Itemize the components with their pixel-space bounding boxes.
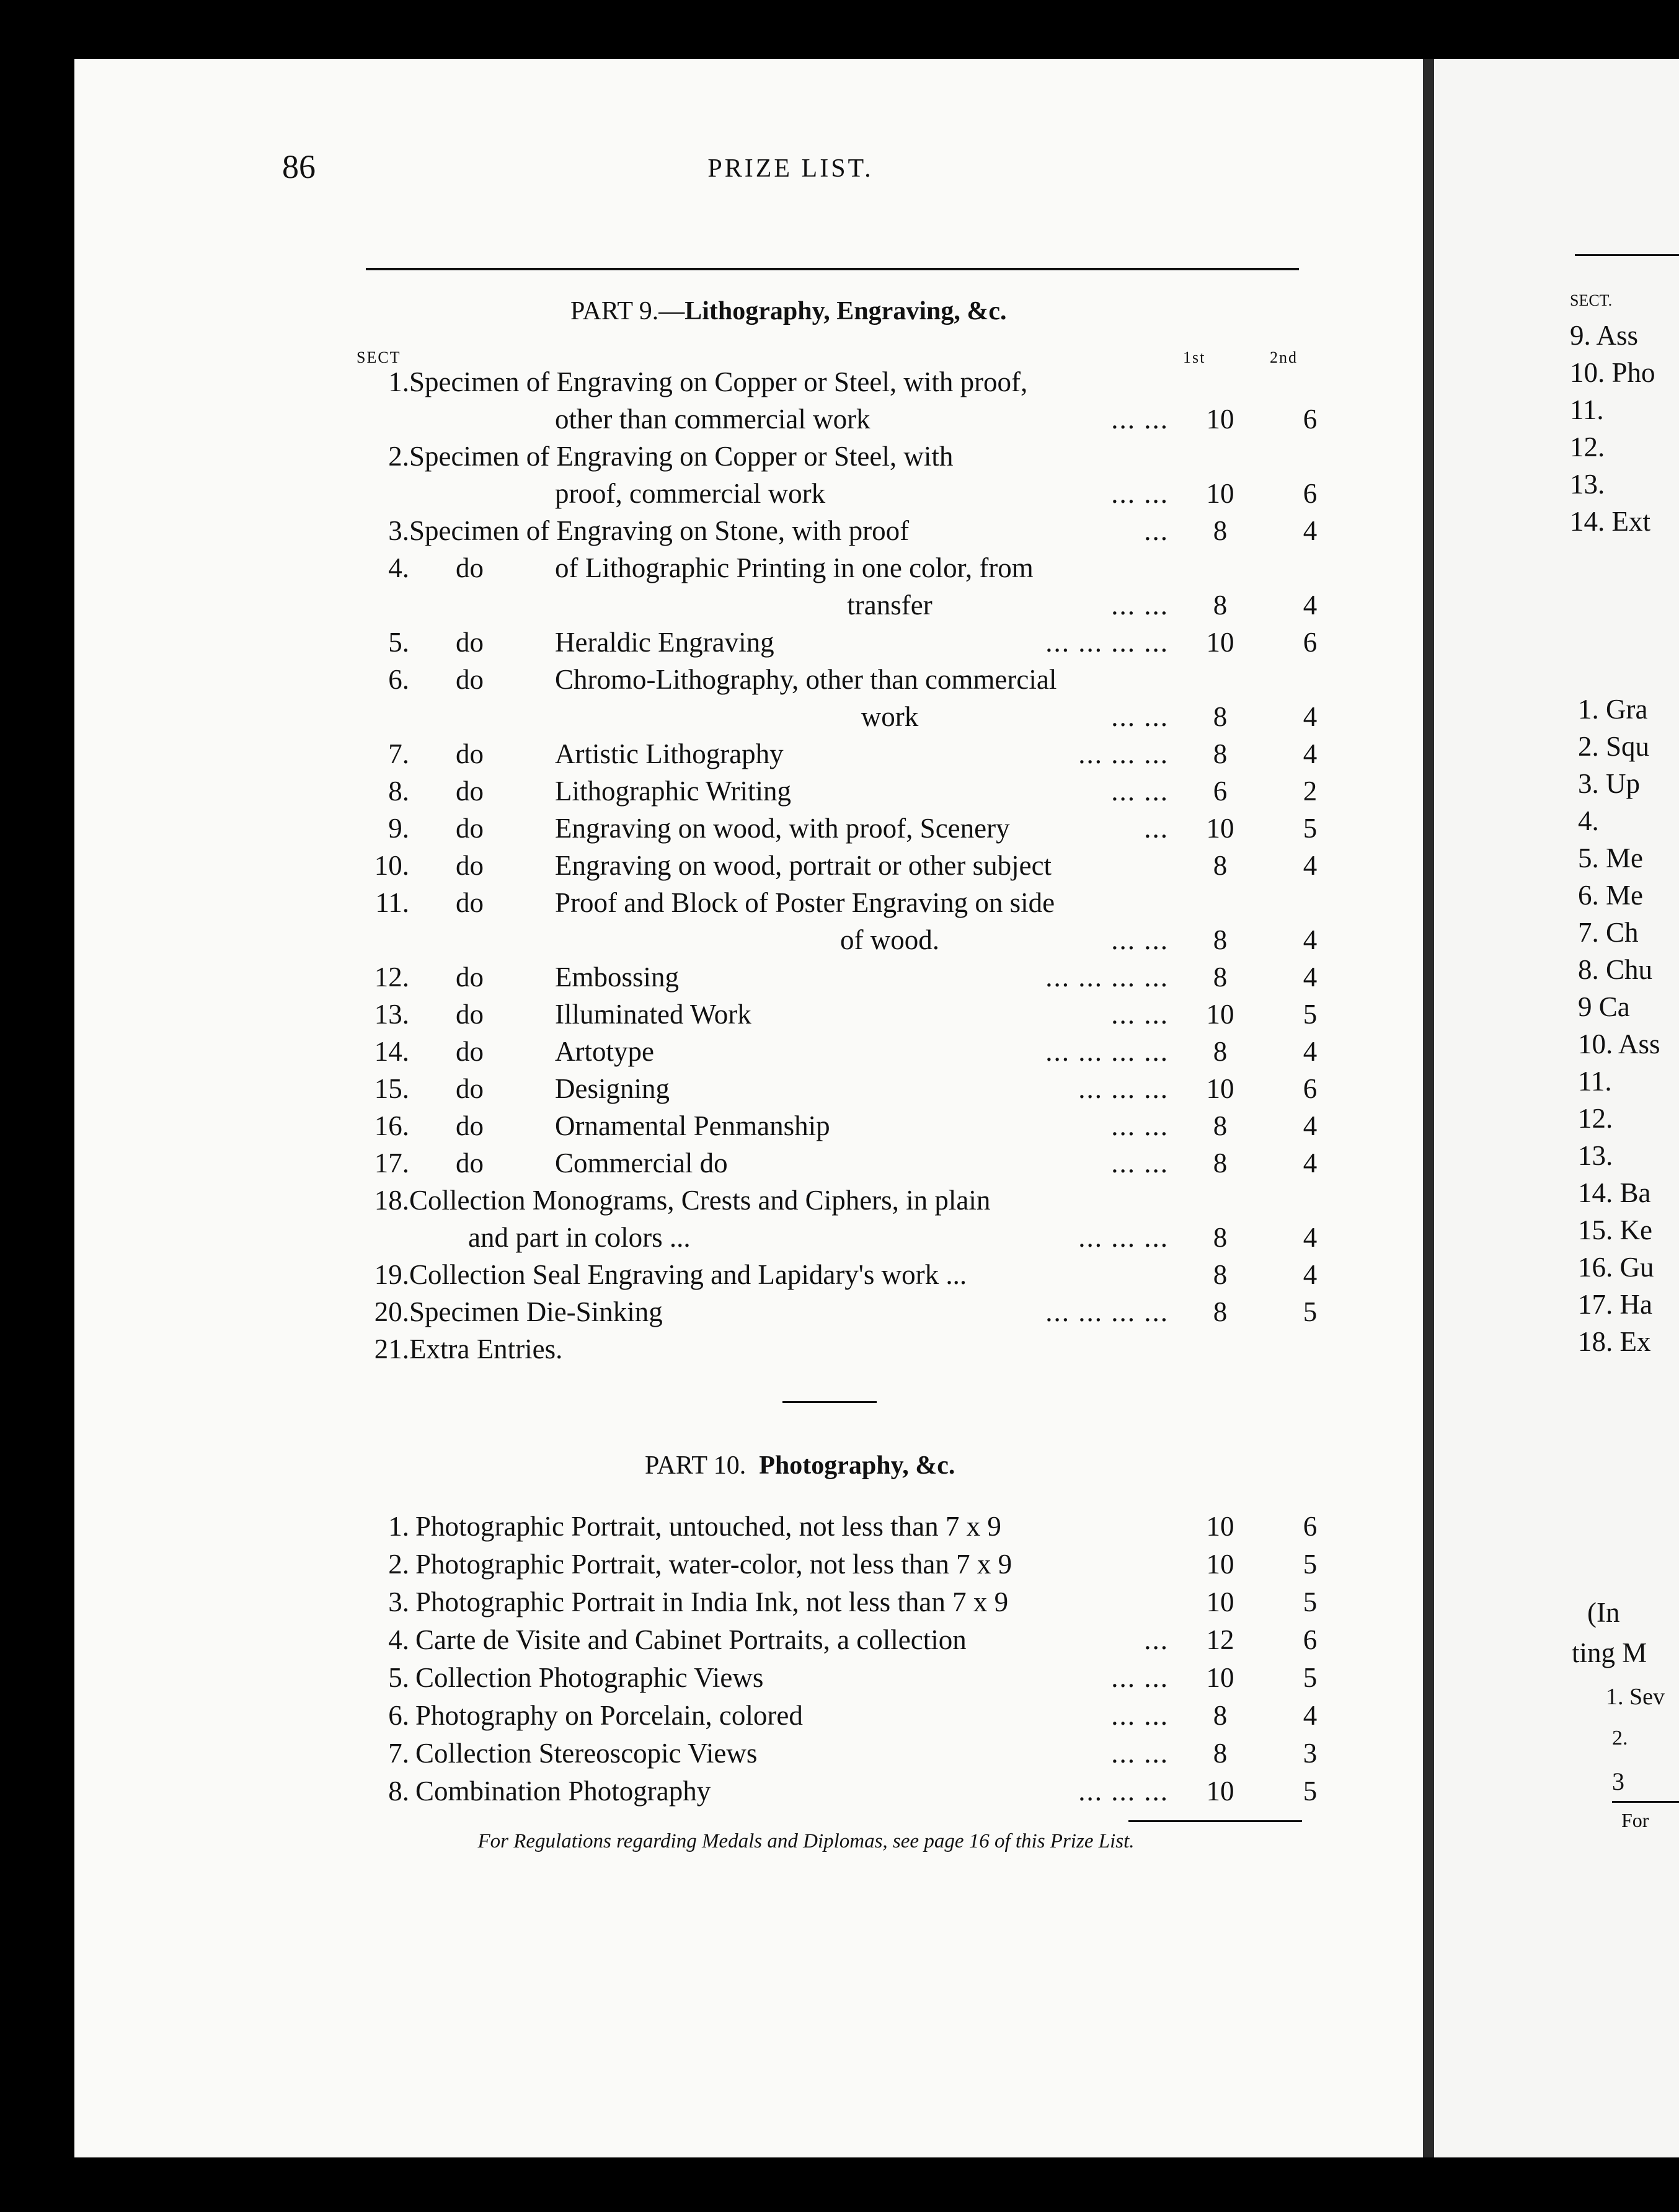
- list-item: [282, 961, 1318, 998]
- second-prize-value: 6: [1303, 1511, 1318, 1542]
- second-prize-value: 4: [1303, 850, 1318, 881]
- page-title: PRIZE LIST.: [707, 154, 874, 183]
- facing-text: (In: [1587, 1597, 1620, 1628]
- item-text: Engraving on wood, portrait or other subject: [555, 850, 1052, 881]
- list-item: [282, 477, 1318, 515]
- leader-dots: ... ...: [1111, 776, 1169, 807]
- item-number: 18.: [374, 1185, 409, 1216]
- leader-dots: ... ... ...: [1078, 1073, 1169, 1104]
- leader-dots: ... ...: [1111, 924, 1169, 955]
- facing-list-item: 3. Up: [1578, 768, 1640, 799]
- second-prize-value: 4: [1303, 738, 1318, 769]
- ditto-mark: do: [456, 776, 484, 807]
- first-prize-value: 10: [1206, 1662, 1234, 1693]
- list-item: [282, 1333, 1308, 1370]
- item-text: Artotype: [555, 1036, 654, 1067]
- facing-sect-header: SECT.: [1570, 291, 1613, 309]
- list-item: [282, 1035, 1318, 1073]
- item-text: Carte de Visite and Cabinet Portraits, a collection: [415, 1624, 967, 1655]
- list-item: [282, 552, 1308, 589]
- leader-dots: ... ...: [1111, 1738, 1169, 1769]
- item-text: Artistic Lithography: [555, 738, 784, 769]
- item-text: Heraldic Engraving: [555, 627, 774, 658]
- facing-list-item: 18. Ex: [1578, 1326, 1651, 1357]
- leader-dots: ... ... ... ...: [1045, 1036, 1169, 1067]
- second-prize-value: 4: [1303, 1148, 1318, 1179]
- item-number: 6.: [388, 664, 409, 695]
- facing-list-item: 14. Ext: [1570, 506, 1650, 537]
- list-item: [282, 440, 1308, 477]
- first-prize-value: 8: [1213, 1259, 1228, 1290]
- facing-list-item: 4.: [1578, 805, 1599, 836]
- first-prize-value: 10: [1206, 1511, 1234, 1542]
- first-prize-value: 8: [1213, 850, 1228, 881]
- item-number: 2.: [388, 441, 409, 472]
- facing-list-item: 1. Gra: [1578, 694, 1648, 725]
- page-header: [282, 148, 1299, 197]
- ditto-mark: do: [456, 664, 484, 695]
- first-prize-value: 8: [1213, 1296, 1228, 1327]
- leader-dots: ... ...: [1111, 478, 1169, 509]
- first-prize-value: 8: [1213, 1110, 1228, 1141]
- leader-dots: ...: [1144, 1624, 1169, 1655]
- list-item: [282, 775, 1318, 812]
- item-number: 9.: [388, 813, 409, 844]
- item-number: 1.: [388, 1511, 409, 1542]
- item-text: Chromo-Lithography, other than commercial: [555, 664, 1057, 695]
- item-number: 1.: [388, 366, 409, 397]
- list-item: [282, 1296, 1318, 1333]
- facing-list-item: 15. Ke: [1578, 1214, 1652, 1245]
- item-text: Extra Entries.: [409, 1334, 563, 1365]
- item-text: Collection Photographic Views: [415, 1662, 764, 1693]
- first-prize-value: 8: [1213, 962, 1228, 993]
- second-prize-value: 6: [1303, 627, 1318, 658]
- first-prize-value: 8: [1213, 701, 1228, 732]
- item-number: 7.: [388, 738, 409, 769]
- ditto-mark: do: [456, 999, 484, 1030]
- second-prize-value: 5: [1303, 1662, 1318, 1693]
- facing-list-item: 12.: [1570, 431, 1605, 462]
- sect-column-header: SECT: [357, 348, 401, 366]
- ditto-mark: do: [456, 887, 484, 918]
- leader-dots: ... ...: [1111, 1700, 1169, 1731]
- list-item: [282, 1586, 1318, 1624]
- list-item: [282, 403, 1318, 440]
- list-item: [282, 849, 1318, 887]
- item-text: Specimen of Engraving on Copper or Steel, with: [409, 441, 954, 472]
- page-number: 86: [282, 148, 316, 185]
- item-text: Photographic Portrait, untouched, not less than 7 x 9: [415, 1511, 1001, 1542]
- item-number: 3.: [388, 1586, 409, 1617]
- item-text: Collection Stereoscopic Views: [415, 1738, 758, 1769]
- item-text: transfer: [847, 590, 933, 621]
- first-prize-value: 8: [1213, 738, 1228, 769]
- part10-list: [282, 1510, 1318, 1813]
- item-text: Specimen Die-Sinking: [409, 1296, 663, 1327]
- item-number: 16.: [374, 1110, 409, 1141]
- facing-list-item: 5. Me: [1578, 843, 1643, 874]
- footnote: For Regulations regarding Medals and Diplomas, see page 16 of this Prize List.: [477, 1830, 1135, 1852]
- facing-footer-rule: [1612, 1801, 1679, 1803]
- header-rule: [366, 268, 1299, 270]
- second-prize-value: 4: [1303, 515, 1318, 546]
- first-prize-value: 10: [1206, 478, 1234, 509]
- item-text: Specimen of Engraving on Stone, with proof: [409, 515, 910, 546]
- ditto-mark: do: [456, 1110, 484, 1141]
- list-item: [282, 1661, 1318, 1699]
- item-text: other than commercial work: [555, 404, 871, 435]
- facing-list-item: 9 Ca: [1578, 991, 1630, 1022]
- ditto-mark: do: [456, 552, 484, 583]
- ditto-mark: do: [456, 1073, 484, 1104]
- leader-dots: ... ... ...: [1078, 738, 1169, 769]
- second-prize-value: 4: [1303, 1700, 1318, 1731]
- list-item: [282, 1699, 1318, 1737]
- item-number: 17.: [374, 1148, 409, 1179]
- first-prize-value: 8: [1213, 1036, 1228, 1067]
- item-number: 4.: [388, 552, 409, 583]
- second-prize-value: 5: [1303, 1776, 1318, 1807]
- second-prize-value: 4: [1303, 590, 1318, 621]
- list-item: [282, 1737, 1318, 1775]
- leader-dots: ... ...: [1111, 1662, 1169, 1693]
- ditto-mark: do: [456, 627, 484, 658]
- second-prize-value: 5: [1303, 1549, 1318, 1580]
- second-prize-value: 6: [1303, 478, 1318, 509]
- facing-text: 3: [1612, 1767, 1624, 1795]
- ditto-mark: do: [456, 962, 484, 993]
- item-number: 15.: [374, 1073, 409, 1104]
- facing-list-item: 10. Ass: [1578, 1029, 1660, 1060]
- leader-dots: ... ... ... ...: [1045, 962, 1169, 993]
- leader-dots: ... ... ...: [1078, 1776, 1169, 1807]
- item-text: proof, commercial work: [555, 478, 826, 509]
- list-item: [282, 1073, 1318, 1110]
- facing-text: 1. Sev: [1606, 1684, 1665, 1710]
- leader-dots: ... ... ... ...: [1045, 1296, 1169, 1327]
- ditto-mark: do: [456, 813, 484, 844]
- facing-list-item: 11.: [1578, 1066, 1612, 1097]
- facing-list-item: 11.: [1570, 394, 1604, 425]
- item-number: 20.: [374, 1296, 409, 1327]
- list-item: [282, 1221, 1318, 1259]
- list-item: [282, 701, 1318, 738]
- second-prize-value: 5: [1303, 999, 1318, 1030]
- item-number: 6.: [388, 1700, 409, 1731]
- list-item: [282, 1775, 1318, 1813]
- item-text: Commercial do: [555, 1148, 728, 1179]
- item-text: Photographic Portrait in India Ink, not less than 7 x 9: [415, 1586, 1009, 1617]
- first-prize-value: 8: [1213, 515, 1228, 546]
- item-text: Photography on Porcelain, colored: [415, 1700, 803, 1731]
- total-rule: [1128, 1820, 1302, 1822]
- first-prize-value: 10: [1206, 627, 1234, 658]
- leader-dots: ... ... ... ...: [1045, 627, 1169, 658]
- item-text: Collection Seal Engraving and Lapidary's work ...: [409, 1259, 967, 1290]
- facing-list-item: 10. Pho: [1570, 357, 1655, 388]
- facing-list-item: 13.: [1578, 1140, 1613, 1171]
- item-number: 19.: [374, 1259, 409, 1290]
- leader-dots: ... ...: [1111, 1110, 1169, 1141]
- second-prize-value: 2: [1303, 776, 1318, 807]
- second-prize-value: 4: [1303, 701, 1318, 732]
- first-prize-value: 10: [1206, 1073, 1234, 1104]
- ditto-mark: do: [456, 1036, 484, 1067]
- list-item: [282, 998, 1318, 1035]
- item-text: and part in colors ...: [468, 1222, 691, 1253]
- list-item: [282, 887, 1308, 924]
- facing-text: ting M: [1572, 1637, 1647, 1668]
- facing-footnote: For: [1621, 1809, 1649, 1831]
- first-prize-value: 12: [1206, 1624, 1234, 1655]
- ditto-mark: do: [456, 850, 484, 881]
- item-text: Engraving on wood, with proof, Scenery: [555, 813, 1010, 844]
- item-text: work: [861, 701, 919, 732]
- facing-list-item: 13.: [1570, 469, 1605, 500]
- item-text: Designing: [555, 1073, 670, 1104]
- item-number: 7.: [388, 1738, 409, 1769]
- first-prize-value: 8: [1213, 924, 1228, 955]
- second-prize-value: 6: [1303, 1624, 1318, 1655]
- leader-dots: ...: [1144, 515, 1169, 546]
- first-prize-value: 8: [1213, 1738, 1228, 1769]
- section-divider: [782, 1401, 877, 1403]
- list-item: [282, 924, 1318, 961]
- leader-dots: ... ...: [1111, 590, 1169, 621]
- item-number: 14.: [374, 1036, 409, 1067]
- first-prize-value: 10: [1206, 1776, 1234, 1807]
- list-item: [282, 1259, 1318, 1296]
- leader-dots: ... ...: [1111, 404, 1169, 435]
- leader-dots: ... ...: [1111, 701, 1169, 732]
- second-prize-value: 4: [1303, 1036, 1318, 1067]
- list-item: [282, 1624, 1318, 1661]
- facing-list-item: 6. Me: [1578, 880, 1643, 911]
- first-prize-value: 10: [1206, 1549, 1234, 1580]
- facing-list-item: 12.: [1578, 1103, 1613, 1134]
- item-text: Proof and Block of Poster Engraving on side: [555, 887, 1055, 918]
- leader-dots: ... ...: [1111, 1148, 1169, 1179]
- list-item: [282, 1147, 1318, 1184]
- part10-title: PART 10. Photography, &c.: [645, 1451, 955, 1480]
- second-prize-value: 5: [1303, 1296, 1318, 1327]
- item-number: 21.: [374, 1334, 409, 1365]
- list-item: [282, 812, 1318, 849]
- facing-list-item: 9. Ass: [1570, 320, 1639, 351]
- first-prize-value: 8: [1213, 1222, 1228, 1253]
- first-prize-value: 10: [1206, 1586, 1234, 1617]
- item-text: Photographic Portrait, water-color, not less than 7 x 9: [415, 1549, 1012, 1580]
- list-item: [282, 663, 1308, 701]
- first-prize-value: 10: [1206, 813, 1234, 844]
- leader-dots: ...: [1144, 813, 1169, 844]
- list-item: [282, 738, 1318, 775]
- first-prize-header: 1st: [1183, 348, 1206, 366]
- ditto-mark: do: [456, 738, 484, 769]
- list-item: [282, 1184, 1308, 1221]
- second-prize-value: 3: [1303, 1738, 1318, 1769]
- leader-dots: ... ...: [1111, 999, 1169, 1030]
- list-item: [282, 515, 1318, 552]
- item-number: 5.: [388, 1662, 409, 1693]
- second-prize-header: 2nd: [1270, 348, 1298, 366]
- item-text: Illuminated Work: [555, 999, 751, 1030]
- item-text: of wood.: [840, 924, 939, 955]
- facing-list-item: 8. Chu: [1578, 954, 1653, 985]
- second-prize-value: 4: [1303, 1110, 1318, 1141]
- first-prize-value: 6: [1213, 776, 1228, 807]
- second-prize-value: 4: [1303, 1222, 1318, 1253]
- item-text: Specimen of Engraving on Copper or Steel, with proof,: [409, 366, 1028, 397]
- first-prize-value: 10: [1206, 404, 1234, 435]
- item-number: 5.: [388, 627, 409, 658]
- second-prize-value: 6: [1303, 1073, 1318, 1104]
- list-item: [282, 626, 1318, 663]
- facing-list-item: 17. Ha: [1578, 1289, 1652, 1320]
- item-number: 2.: [388, 1549, 409, 1580]
- item-number: 12.: [374, 962, 409, 993]
- second-prize-value: 4: [1303, 1259, 1318, 1290]
- facing-list-item: 16. Gu: [1578, 1252, 1654, 1283]
- item-number: 4.: [388, 1624, 409, 1655]
- facing-list-item: 14. Ba: [1578, 1177, 1651, 1208]
- item-number: 3.: [388, 515, 409, 546]
- facing-text: 2.: [1612, 1727, 1628, 1750]
- first-prize-value: 10: [1206, 999, 1234, 1030]
- first-prize-value: 8: [1213, 1148, 1228, 1179]
- item-number: 11.: [375, 887, 409, 918]
- item-number: 8.: [388, 1776, 409, 1807]
- part9-list: [282, 366, 1318, 1370]
- facing-list-item: 7. Ch: [1578, 917, 1639, 948]
- second-prize-value: 4: [1303, 962, 1318, 993]
- second-prize-value: 5: [1303, 1586, 1318, 1617]
- item-number: 8.: [388, 776, 409, 807]
- item-text: Embossing: [555, 962, 680, 993]
- item-text: Lithographic Writing: [555, 776, 792, 807]
- ditto-mark: do: [456, 1148, 484, 1179]
- item-text: of Lithographic Printing in one color, from: [555, 552, 1034, 583]
- list-item: [282, 366, 1308, 403]
- item-number: 13.: [374, 999, 409, 1030]
- part9-title: PART 9.—Lithography, Engraving, &c.: [570, 297, 1007, 325]
- list-item: [282, 1510, 1318, 1548]
- first-prize-value: 8: [1213, 590, 1228, 621]
- facing-header-rule: [1575, 254, 1679, 256]
- list-item: [282, 1548, 1318, 1586]
- second-prize-value: 5: [1303, 813, 1318, 844]
- facing-list-item: 2. Squ: [1578, 731, 1650, 762]
- second-prize-value: 4: [1303, 924, 1318, 955]
- item-text: Ornamental Penmanship: [555, 1110, 830, 1141]
- list-item: [282, 589, 1318, 626]
- first-prize-value: 8: [1213, 1700, 1228, 1731]
- leader-dots: ... ... ...: [1078, 1222, 1169, 1253]
- item-text: Collection Monograms, Crests and Ciphers, in plain: [409, 1185, 991, 1216]
- list-item: [282, 1110, 1318, 1147]
- item-number: 10.: [374, 850, 409, 881]
- second-prize-value: 6: [1303, 404, 1318, 435]
- book-gutter: [1423, 59, 1434, 2157]
- item-text: Combination Photography: [415, 1776, 711, 1807]
